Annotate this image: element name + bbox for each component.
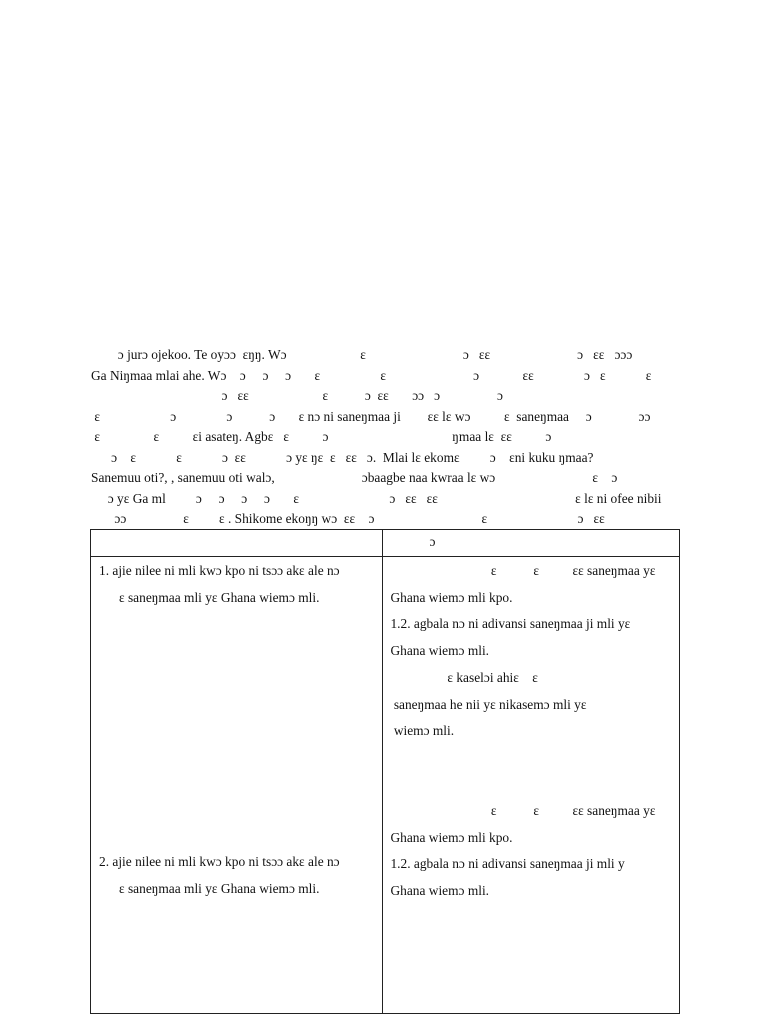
- indicator-line: ɛ ɛ ɛɛ saneŋmaa yɛ: [390, 802, 656, 818]
- header-cell-left: [91, 530, 383, 557]
- indicator-line: 1.2. agbala nɔ ni adivansi saneŋmaa ji mli y: [390, 856, 625, 872]
- indicator-line: Ghana wiemɔ mli kpo.: [390, 829, 513, 845]
- indicator-line: ɛ ɛ ɛɛ saneŋmaa yɛ: [390, 563, 656, 578]
- indicator-cell: [383, 557, 680, 1014]
- indicator-line: 1.2. agbala nɔ ni adivansi saneŋmaa ji mli yɛ: [390, 616, 631, 632]
- paragraph-line: ɔ yɛ Ga ml ɔ ɔ ɔ ɔ ɛ ɔ ɛɛ ɛɛ ɛ lɛ ni ofee nibii: [91, 490, 662, 506]
- indicator-line: saneŋmaa he nii yɛ nikasemɔ mli yɛ: [390, 696, 587, 712]
- table-row: [91, 557, 680, 1014]
- standard-line: 1. ajie nilee ni mli kwɔ kpo ni tsɔɔ akɛ ale nɔ: [99, 563, 340, 578]
- paragraph-line: ɛ ɔ ɔ ɔ ɛ nɔ ni saneŋmaa ji ɛɛ lɛ wɔ ɛ saneŋmaa ɔ ɔɔ: [91, 408, 651, 424]
- paragraph-line: Sanemuu oti?, , sanemuu oti walɔ, ɔbaagbe naa kwraa lɛ wɔ ɛ ɔ: [91, 470, 618, 485]
- paragraph-line: ɔɔ ɛ ɛ . Shikome ekoŋŋ wɔ ɛɛ ɔ ɛ ɔ ɛɛ: [91, 511, 605, 526]
- standard-line: ɛ saneŋmaa mli yɛ Ghana wiemɔ mli.: [119, 589, 320, 605]
- paragraph-line: ɔ ɛ ɛ ɔ ɛɛ ɔ yɛ ŋɛ ɛ ɛɛ ɔ. Mlai lɛ ekomɛ ɔ ɛni kuku ŋmaa?: [91, 449, 594, 465]
- indicator-line: Ghana wiemɔ mli.: [390, 643, 490, 659]
- standard-line: 2. ajie nilee ni mli kwɔ kpo ni tsɔɔ akɛ ale nɔ: [99, 854, 340, 870]
- paragraph-line: ɔ jurɔ ojekoo. Te oyɔɔ ɛŋŋ. Wɔ ɛ ɔ ɛɛ ɔ ɛɛ ɔɔɔ: [91, 347, 633, 362]
- content-table: [90, 529, 680, 1014]
- body-paragraph: [91, 345, 679, 530]
- table-header-row: [91, 530, 680, 557]
- paragraph-line: ɔ ɛɛ ɛ ɔ ɛɛ ɔɔ ɔ ɔ: [91, 388, 503, 403]
- indicator-line: Ghana wiemɔ mli.: [390, 883, 490, 899]
- indicator-line: Ghana wiemɔ mli kpo.: [390, 589, 513, 605]
- indicator-line: ɛ kaselɔi ahiɛ ɛ: [390, 669, 538, 685]
- standard-line: ɛ saneŋmaa mli yɛ Ghana wiemɔ mli.: [119, 881, 320, 897]
- standard-cell: [91, 557, 383, 1014]
- header-text: ɔ: [429, 534, 436, 549]
- indicator-line: wiemɔ mli.: [390, 723, 455, 739]
- paragraph-line: Ga Niŋmaa mlai ahe. Wɔ ɔ ɔ ɔ ɛ ɛ ɔ ɛɛ ɔ ɛ ɛ: [91, 367, 652, 383]
- header-cell-right: [383, 530, 680, 557]
- paragraph-line: ɛ ɛ ɛi asateŋ. Agbɛ ɛ ɔ ŋmaa lɛ ɛɛ ɔ: [91, 429, 552, 444]
